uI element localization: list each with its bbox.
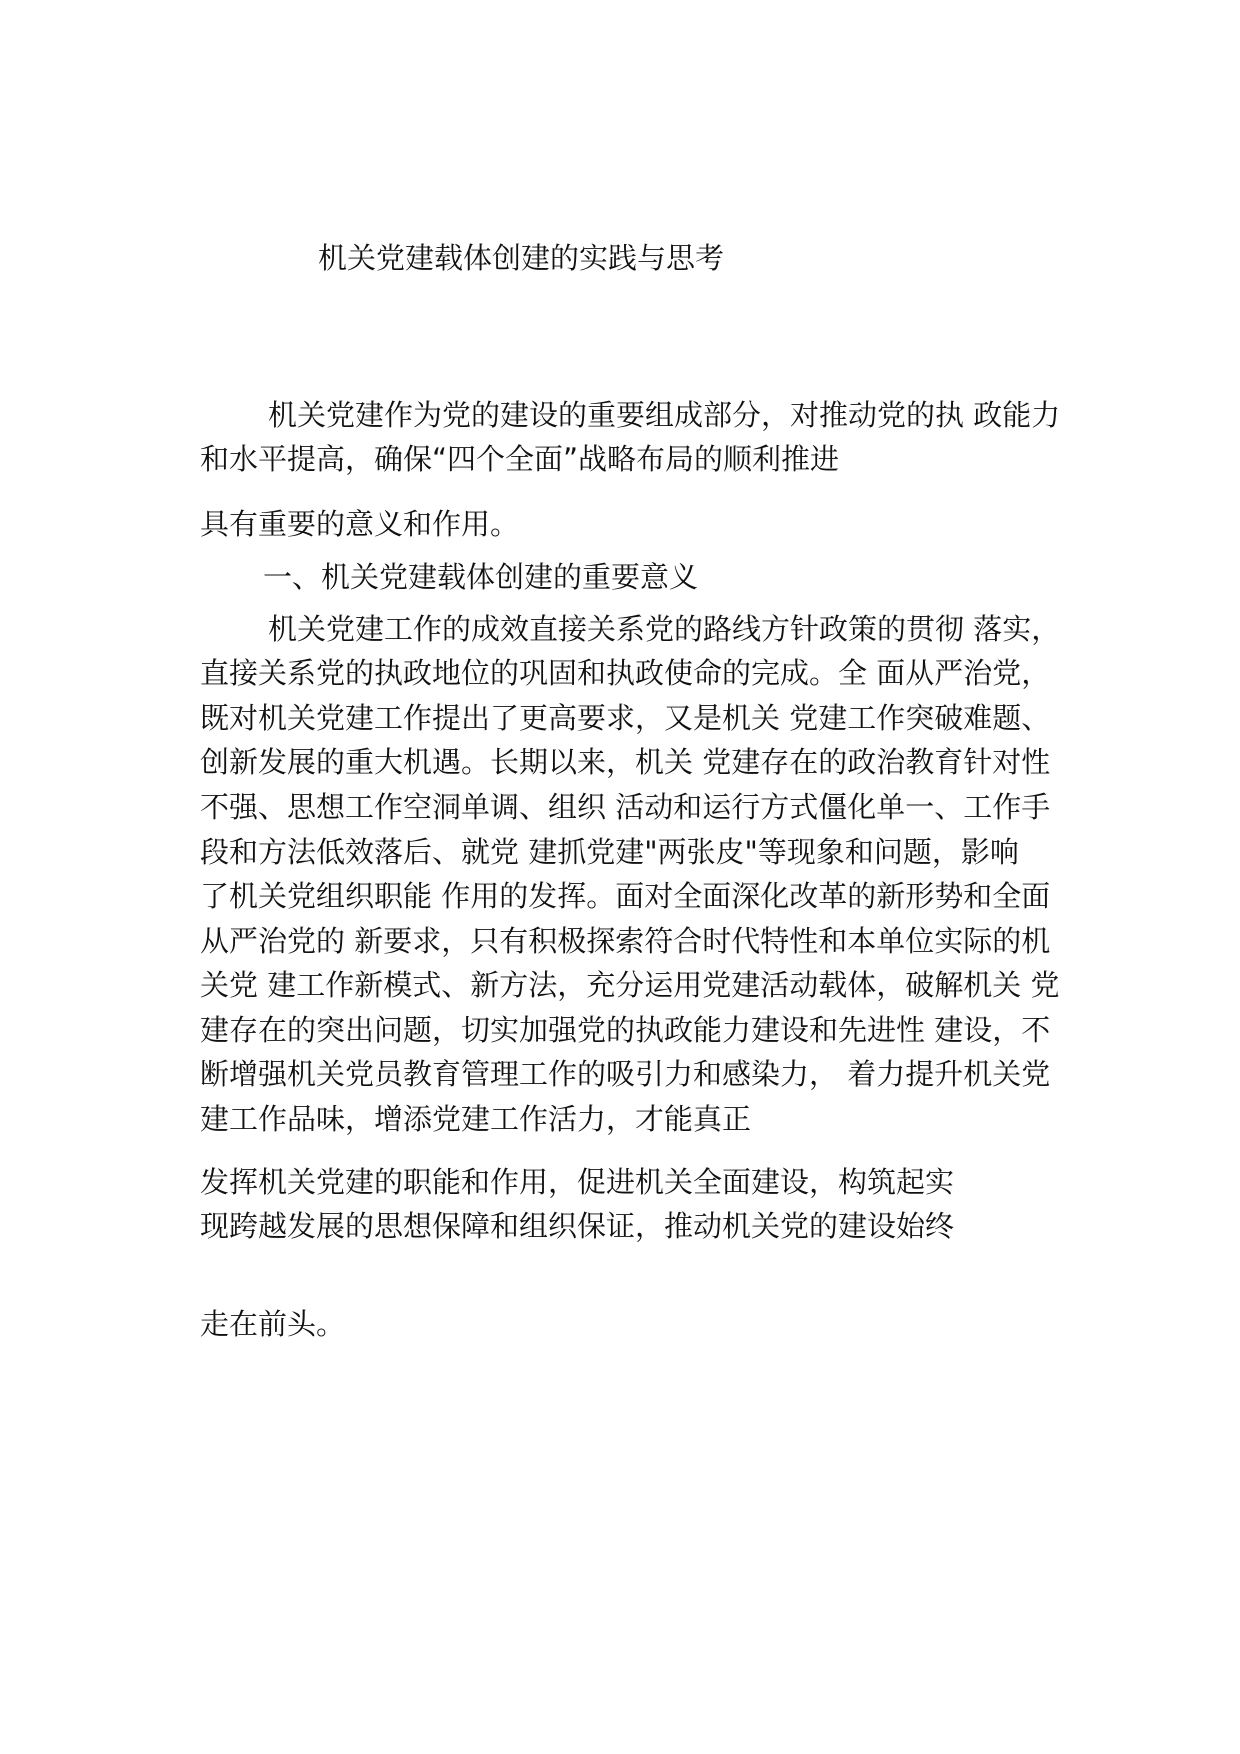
body-line: 段和方法低效落后、就党 建抓党建"两张皮"等现象和问题，影响 (200, 835, 1019, 869)
body-line: 断增强机关党员教育管理工作的吸引力和感染力， 着力提升机关党 (200, 1057, 1051, 1091)
body-line: 不强、思想工作空洞单调、组织 活动和运行方式僵化单一、工作手 (200, 790, 1051, 824)
body-tail-line: 发挥机关党建的职能和作用，促进机关全面建设，构筑起实 (200, 1165, 955, 1199)
body-tail-line: 走在前头。 (200, 1307, 346, 1341)
document-title: 机关党建载体创建的实践与思考 (318, 241, 725, 275)
body-line: 从严治党的 新要求，只有积极探索符合时代特性和本单位实际的机 (200, 924, 1051, 958)
body-line: 建存在的突出问题，切实加强党的执政能力建设和先进性 建设，不 (200, 1013, 1051, 1047)
body-tail-line: 现跨越发展的思想保障和组织保证，推动机关党的建设始终 (200, 1209, 955, 1243)
intro-line-2: 和水平提高，确保“四个全面”战略布局的顺利推进 (200, 442, 840, 476)
body-line: 了机关党组织职能 作用的发挥。面对全面深化改革的新形势和全面 (200, 879, 1051, 913)
intro-line-3: 具有重要的意义和作用。 (200, 507, 520, 541)
body-line: 直接关系党的执政地位的巩固和执政使命的完成。全 面从严治党， (200, 656, 1051, 690)
body-line: 创新发展的重大机遇。长期以来，机关 党建存在的政治教育针对性 (200, 745, 1051, 779)
body-line: 建工作品味，增添党建工作活力，才能真正 (200, 1102, 752, 1136)
body-line: 关党 建工作新模式、新方法，充分运用党建活动载体，破解机关 党 (200, 968, 1060, 1002)
body-line: 既对机关党建工作提出了更高要求，又是机关 党建工作突破难题、 (200, 701, 1051, 735)
body-line: 机关党建工作的成效直接关系党的路线方针政策的贯彻 落实， (268, 612, 1061, 646)
section-heading: 一、机关党建载体创建的重要意义 (263, 560, 699, 594)
intro-line-1: 机关党建作为党的建设的重要组成部分，对推动党的执 政能力 (268, 398, 1061, 432)
